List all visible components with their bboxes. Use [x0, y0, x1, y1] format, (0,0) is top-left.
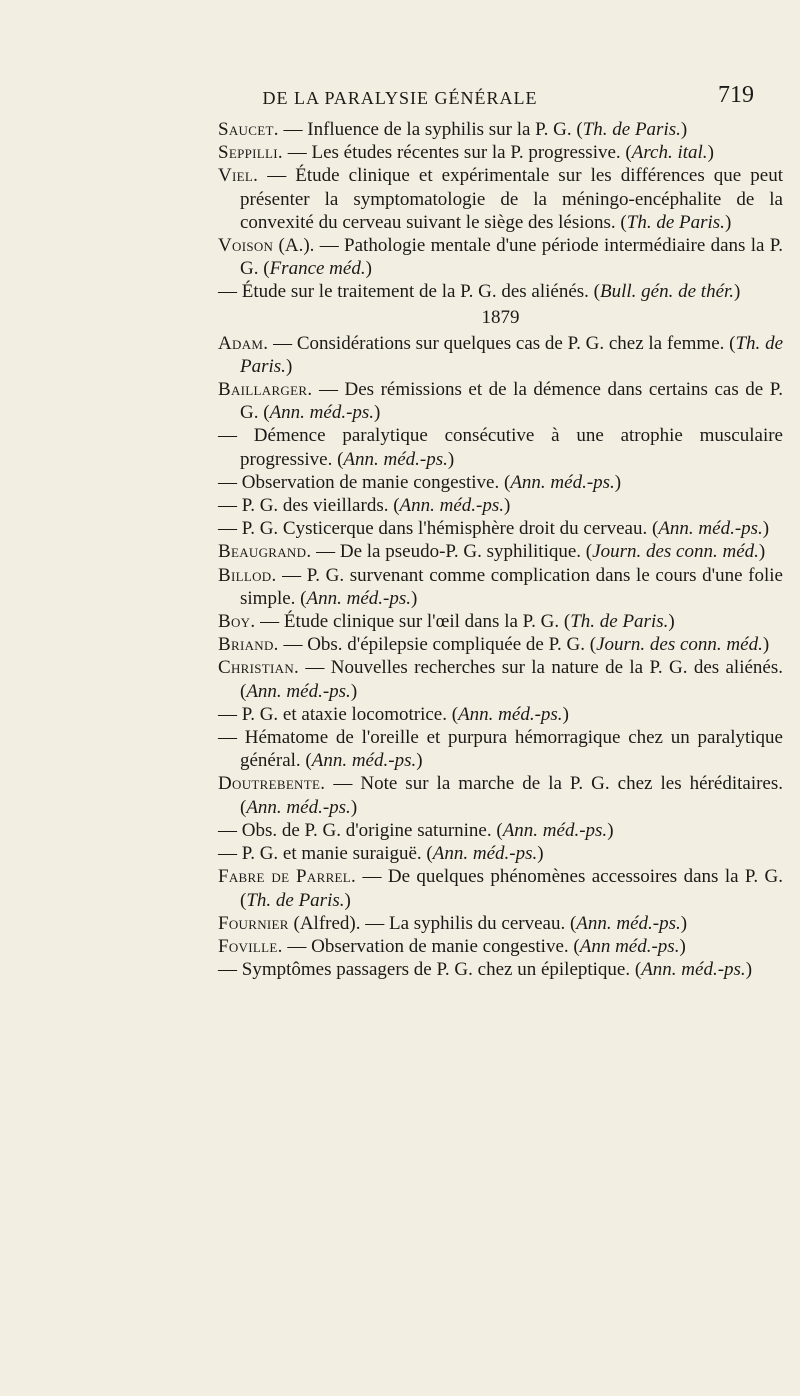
entry-title: — Étude clinique et expérimentale sur les différences que peut présenter la symptomatologie de la méningo-encéphalite de la convexité du cerveau suivant le siège des lésions. (	[240, 165, 783, 233]
bibliography-entry	[218, 564, 783, 610]
entry-title: (Alfred). — La syphilis du cerveau. (	[288, 912, 577, 934]
entry-title: — Obs. de P. G. d'origine saturnine. (	[218, 819, 503, 841]
entry-close: )	[758, 541, 766, 563]
bibliography-entry	[218, 772, 783, 818]
entry-title: (A.). — Pathologie mentale d'une période intermédiaire dans la P. G. (	[240, 235, 783, 280]
bibliography-entry	[218, 280, 783, 303]
bibliography-entry	[218, 141, 783, 164]
entry-source: Ann. méd.-ps.	[432, 843, 538, 865]
entry-title: — Influence de la syphilis sur la P. G. (	[278, 119, 583, 140]
entry-source: Th. de Paris.	[570, 611, 669, 633]
entry-author: Briand.	[218, 634, 279, 656]
entry-title: — Des rémissions et de la démence dans certains cas de P. G. (	[240, 379, 783, 424]
entry-source: Th. de Paris.	[626, 211, 725, 233]
entry-close: )	[374, 402, 381, 424]
bibliography-list	[218, 118, 783, 981]
entry-title: — Observation de manie congestive. (	[282, 935, 580, 957]
entry-author: Christian.	[218, 657, 300, 679]
entry-title: — Note sur la marche de la P. G. chez les héréditaires. (	[240, 773, 783, 818]
entry-source: Ann. méd.-ps.	[458, 703, 563, 725]
entry-close: )	[504, 495, 511, 517]
entry-close: )	[680, 912, 688, 934]
bibliography-entry	[218, 118, 783, 141]
entry-source: France méd.	[269, 258, 366, 280]
entry-source: Ann. méd.-ps.	[510, 471, 615, 493]
entry-source: Th. de Paris.	[582, 119, 681, 140]
entry-source: Ann. méd.-ps.	[576, 912, 681, 934]
entry-author: Fournier	[218, 912, 289, 934]
entry-title: — Étude clinique sur l'œil dans la P. G. (	[255, 611, 571, 633]
entry-title: — P. G. des vieillards. (	[218, 495, 400, 517]
entry-title: — Les études récentes sur la P. progressive. (	[282, 142, 632, 164]
bibliography-entry	[218, 912, 783, 935]
entry-source: Ann méd.-ps.	[579, 935, 680, 957]
entry-source: Ann. méd.-ps.	[246, 680, 351, 702]
entry-author: Viel.	[218, 165, 259, 187]
entry-close: )	[745, 959, 753, 981]
entry-author: Boy.	[218, 611, 256, 633]
bibliography-entry	[218, 332, 783, 378]
bibliography-entry	[218, 610, 783, 633]
entry-close: )	[416, 750, 423, 772]
entry-author: Billod.	[218, 564, 277, 586]
entry-source: Ann. méd.-ps.	[311, 750, 417, 772]
entry-title: — P. G. et ataxie locomotrice. (	[218, 703, 459, 725]
entry-close: )	[350, 680, 358, 702]
entry-title: — Obs. d'épilepsie compliquée de P. G. (	[278, 634, 597, 656]
bibliography-entry	[218, 517, 783, 540]
entry-source: Th. de Paris.	[246, 889, 345, 911]
bibliography-entry	[218, 958, 783, 981]
bibliography-entry	[218, 935, 783, 958]
entry-close: )	[344, 889, 351, 911]
entry-close: )	[680, 119, 688, 140]
bibliography-entry	[218, 703, 783, 726]
entry-close: )	[350, 796, 358, 818]
entry-author: Voison	[218, 235, 274, 257]
entry-source: Ann. méd.-ps.	[641, 959, 746, 981]
entry-close: )	[365, 258, 372, 280]
entry-author: Foville.	[218, 935, 283, 957]
entry-title: — Symptômes passagers de P. G. chez un épileptique. (	[218, 959, 642, 981]
entry-source: Journ. des conn. méd.	[596, 634, 763, 656]
entry-title: — P. G. Cysticerque dans l'hémisphère droit du cerveau. (	[218, 518, 659, 540]
entry-close: )	[562, 703, 569, 725]
bibliography-entry	[218, 164, 783, 234]
entry-close: )	[614, 471, 622, 493]
entry-close: )	[537, 843, 544, 865]
page-number: 719	[718, 82, 754, 108]
entry-source: Ann. méd.-ps.	[306, 587, 411, 609]
entry-title: — P. G. survenant comme complication dans le cours d'une folie simple. (	[240, 564, 783, 609]
entry-close: )	[724, 211, 732, 233]
bibliography-entry	[218, 842, 783, 865]
entry-author: Beaugrand.	[218, 541, 312, 563]
entry-close: )	[668, 611, 675, 633]
entry-close: )	[285, 355, 293, 377]
bibliography-entry	[218, 378, 783, 424]
bibliography-entry	[218, 471, 783, 494]
entry-title: — Nouvelles recherches sur la nature de la P. G. des aliénés. (	[240, 657, 783, 702]
entry-title: — P. G. et manie suraiguë. (	[218, 843, 433, 865]
entry-close: )	[707, 142, 714, 164]
bibliography-entry	[218, 819, 783, 842]
bibliography-entry	[218, 656, 783, 702]
entry-author: Baillarger.	[218, 379, 313, 401]
entry-source: Ann. méd.-ps.	[343, 448, 448, 470]
year-heading: 1879	[481, 306, 520, 328]
entry-close: )	[734, 281, 741, 303]
entry-close: )	[607, 819, 614, 841]
bibliography-entry	[218, 726, 783, 772]
entry-title: — Étude sur le traitement de la P. G. des aliénés. (	[218, 281, 601, 303]
entry-title: — Considérations sur quelques cas de P. G. chez la femme. (	[268, 332, 736, 354]
bibliography-entry	[218, 494, 783, 517]
entry-close: )	[762, 518, 770, 540]
entry-close: )	[410, 587, 418, 609]
entry-source: Journ. des conn. méd.	[592, 541, 759, 563]
entry-source: Ann. méd.-ps.	[246, 796, 351, 818]
entry-title: — Hématome de l'oreille et purpura hémorragique chez un paralytique général. (	[218, 727, 783, 772]
entry-source: Bull. gén. de thér.	[600, 281, 735, 303]
entry-author: Saucet.	[218, 119, 279, 140]
bibliography-entry	[218, 633, 783, 656]
entry-author: Adam.	[218, 332, 269, 354]
entry-title: — Démence paralytique consécutive à une atrophie musculaire progressive. (	[218, 425, 783, 470]
entry-title: — De quelques phénomènes accessoires dans la P. G. (	[240, 866, 784, 911]
entry-author: Doutrebente.	[218, 773, 326, 795]
entry-close: )	[447, 448, 455, 470]
entry-source: Arch. ital.	[631, 142, 708, 164]
entry-author: Fabre de Parrel.	[218, 866, 357, 888]
bibliography-entry	[218, 540, 783, 563]
entry-source: Ann. méd.-ps.	[658, 518, 763, 540]
entry-title: — De la pseudo-P. G. syphilitique. (	[311, 541, 593, 563]
entry-close: )	[762, 634, 770, 656]
running-title: DE LA PARALYSIE GÉNÉRALE	[262, 88, 538, 108]
entry-source: Ann. méd.-ps.	[269, 402, 375, 424]
bibliography-entry	[218, 865, 783, 911]
entry-close: )	[679, 935, 686, 957]
running-head	[0, 82, 800, 112]
entry-author: Seppilli.	[218, 142, 283, 164]
entry-title: — Observation de manie congestive. (	[218, 471, 511, 493]
entry-source: Th. de Paris.	[240, 332, 784, 377]
entry-source: Ann. méd.-ps.	[399, 495, 505, 517]
bibliography-entry	[218, 234, 783, 280]
bibliography-entry	[218, 424, 783, 470]
entry-source: Ann. méd.-ps.	[502, 819, 608, 841]
